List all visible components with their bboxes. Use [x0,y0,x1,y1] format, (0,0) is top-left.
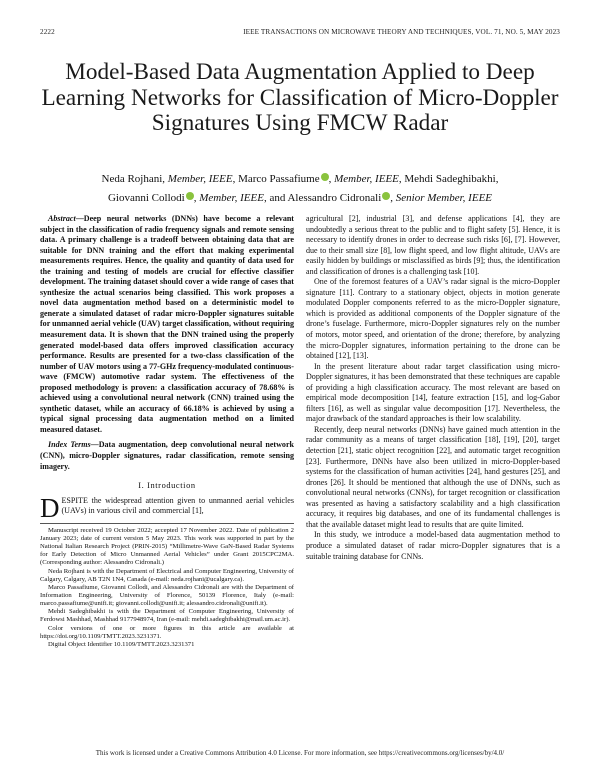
left-column [40,214,294,649]
author-role: Member, IEEE [199,192,264,204]
running-header: IEEE TRANSACTIONS ON MICROWAVE THEORY AND TECHNIQUES, VOL. 71, NO. 5, MAY 2023 [243,28,560,36]
author-name: , Mehdi Sadeghibakhi, [398,173,499,185]
drop-cap: D [40,492,60,523]
page-number: 2222 [40,28,55,36]
footnote-affiliation: Mehdi Sadeghibakhi is with the Department of Computer Engineering, University of Ferdowsi Mashhad, Mashhad 9177948974, Iran (e-mail: mehdi.sadeghibakhi@mail.um.ac.ir). [40,608,294,624]
index-terms-label: Index Terms [48,440,91,450]
orcid-icon[interactable] [321,173,329,181]
author-role: Senior Member, IEEE [395,192,493,204]
body-paragraph: In the present literature about radar target classification using micro-Doppler signatures, it has been demonstrated that these techniques are capable of providing a high classification accuracy. The most relevant are based on empirical mode decomposition [14], feature extraction [15], and log-Gabor filters [16], as well as singular value decomposition [17]. Nevertheless, the major drawback of the standard approaches is their low scalability. [306,361,560,424]
body-paragraph: agricultural [2], industrial [3], and defense applications [4], they are undoubtedly a serious threat to the public and to flight safety [5]. Hence, it is necessary to identify drones in order to decrease such risks [6], [7]. However, due to their small size [8], low flight speed, and low flight altitude, UAVs are easily hidden by buildings or misclassified as birds [9]; thus, the identification and classification of drones is a challenging task [10]. [306,214,560,276]
license-notice: This work is licensed under a Creative Commons Attribution 4.0 License. For more information, see https://creativecommons.org/licenses/by/4.0/ [95,749,505,757]
body-paragraph: Recently, deep neural networks (DNNs) have gained much attention in the radar community as a means of target classification [18], [19], [20], target detection [21], static object recognition [22], and automatic target recognition [23]. Furthermore, DNNs have also been utilized in micro-Doppler-based systems for the classification of human activities [24], hand gestures [25], and drones [26]. It should be mentioned that although the use of DNNs, such as convolutional neural networks (CNNs), for target recognition or classification was presented as having a satisfactory scalability and a high classification accuracy, it requires big databases, and one of its fundamental challenges is that the available dataset might lead to results that are quite limited. [306,424,560,529]
footnotes [40,523,294,649]
footnote-doi: Digital Object Identifier 10.1109/TMTT.2023.3231371 [48,640,195,648]
footnote-manuscript: Manuscript received 19 October 2022; accepted 17 November 2022. Date of publication 2 January 2023; date of current version 5 May 2023. This work was supported in part by the National Italian Research Project (PRIN-2015) “Millimetre-Wave GaN-Based Radar Systems for Early Detection of Micro Unmanned Aerial Vehicles” under Grant 2015CPC2MA. (Corresponding author: Alessandro Cidronali.) [40,526,294,567]
body-paragraph: In this study, we introduce a model-based data augmentation method to produce a simulated dataset of radar micro-Doppler signatures that is a suitable training database for CNNs. [306,530,560,561]
right-column [306,214,560,562]
intro-text: the widespread attention given to unmanned aerial vehicles (UAVs) in various civil and commercial [1], [61,495,294,516]
author-list: Neda Rojhani, Member, IEEE, Marco Passafiume , Member, IEEE, Mehdi Sadeghibakhi, Giovanni Collodi , Member, IEEE, and Alessandro Cidronali , Senior Member, IEEE [101,173,499,204]
author-name: , Marco Passafiume [232,173,320,185]
intro-paragraph [40,492,294,523]
author-role: Member, IEEE [167,173,233,185]
orcid-icon[interactable] [382,192,390,200]
abstract-text: Deep neural networks (DNNs) have become a relevant subject in the classification of radio frequency signals and remote sensing data. A primary challenge is a tradeoff between obtaining data that are suitable for DNN training and the effort that making experimental measurements requires. Hence, the quality and quantity of data used for the training and testing of models are crucial for effective classifier development. The training dataset should cover a wide range of cases that synthesize the actual scenarios being classified. This work proposes a novel data augmentation method based on a deterministic model to generate a simulated dataset of radar micro-Doppler signatures suitable for unmanned aerial vehicle (UAV) target classification, without requiring measurement data. It is shown that the DNN trained using the properly generated model-based data offers improved classification accuracy performance. Results are presented for a two-class classification of the number of UAV motors using a 77-GHz frequency-modulated continuous-wave (FMCW) automotive radar system. The effectiveness of the proposed methodology is proven: a classification accuracy of 78.68% is achieved using a convolutional neural network (CNN) trained using the synthetic dataset, while an accuracy of 66.18% is achieved by using a typical signal processing data augmentation method on a limited measured dataset. [40,214,294,434]
abstract: Abstract—Deep neural networks (DNNs) have become a relevant subject in the classification of radio frequency signals and remote sensing data. A primary challenge is a tradeoff between obtaining data that are suitable for DNN training and the effort that making experimental measurements requires. Hence, the quality and quantity of data used for the training and testing of models are crucial for effective classifier development. The training dataset should cover a wide range of cases that synthesize the actual scenarios being classified. This work proposes a novel data augmentation method based on a deterministic model to generate a simulated dataset of radar micro-Doppler signatures suitable for unmanned aerial vehicle (UAV) target classification, without requiring measurement data. It is shown that the DNN trained using the properly generated model-based data offers improved classification accuracy performance. Results are presented for a two-class classification of the number of UAV motors using a 77-GHz frequency-modulated continuous-wave (FMCW) automotive radar system. The effectiveness of the proposed methodology is proven: a classification accuracy of 78.68% is achieved using a convolutional neural network (CNN) trained using the synthetic dataset, while an accuracy of 66.18% is achieved by using a typical signal processing data augmentation method on a limited measured dataset. [40,214,294,434]
intro-lead: ESPITE [61,495,88,505]
paper-title: Model-Based Data Augmentation Applied to Deep Learning Networks for Classification of Micro-Doppler Signatures Using FMCW Radar [41,59,559,136]
footnote-affiliation: Neda Rojhani is with the Department of Electrical and Computer Engineering, University of Calgary, Calgary, AB T2N 1N4, Canada (e-mail: neda.rojhani@ucalgary.ca). [40,567,294,583]
footnote-color-versions: Color versions of one or more figures in this article are available at https://doi.org/10.1109/TMTT.2023.3231371. [40,624,294,640]
body-paragraph: One of the foremost features of a UAV’s radar signal is the micro-Doppler signature [11]. Contrary to a stationary object, objects in motion generate modulated Doppler components referred to as the micro-Doppler signature, which is provided as additional components of the Doppler signature of the drone’s fuselage. Furthermore, micro-Doppler signatures rely on the number of motors, motor speed, and orientation of the drone; therefore, by analyzing the micro-Doppler signatures, information pertaining to the drone can be obtained [12], [13]. [306,277,560,361]
index-terms: Index Terms—Data augmentation, deep convolutional neural network (CNN), micro-Doppler signatures, radar classification, remote sensing imagery. [40,440,294,471]
author-role: Member, IEEE [334,173,399,185]
author-name: Neda Rojhani, [101,173,168,185]
orcid-icon[interactable] [186,192,194,200]
author-name: Giovanni Collodi [107,192,185,204]
footnote-affiliation: Marco Passafiume, Giovanni Collodi, and Alessandro Cidronali are with the Department of Information Engineering, University of Florence, 50139 Florence, Italy (e-mail: marco.passafiume@unifi.it; giovanni.collodi@unifi.it; alessandro.cidronali@unifi.it). [40,583,294,608]
section-heading: I. Introduction [138,481,196,491]
index-terms-text: Data augmentation, deep convolutional neural network (CNN), micro-Doppler signatures, radar classification, remote sensing imagery. [40,440,294,471]
abstract-label: Abstract [48,214,76,223]
author-name: , and Alessandro Cidronali [263,192,382,204]
